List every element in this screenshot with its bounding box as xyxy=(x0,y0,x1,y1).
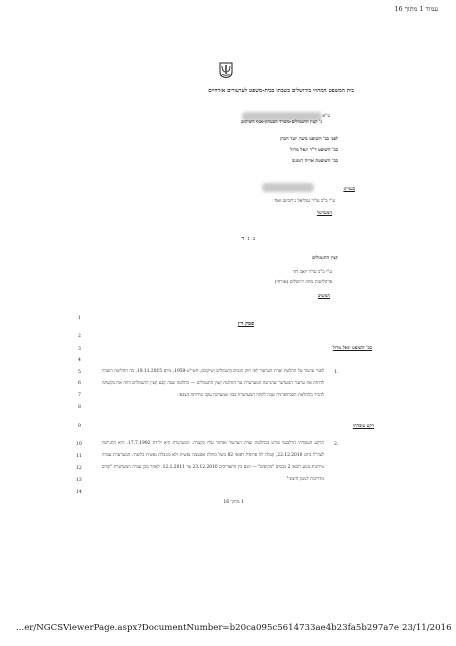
judgment-title: פסק דין xyxy=(237,321,254,327)
state-emblem-icon xyxy=(219,62,233,78)
line-number: 1 xyxy=(78,316,81,321)
line-number: 7 xyxy=(78,393,81,398)
case-opposing-party: נ' קצין התגמולים-משרד הבטחון-אגף השיקום xyxy=(240,120,322,125)
judge-line-3: כב' השופטת אריה רומנוב xyxy=(292,159,338,164)
line-number: 5 xyxy=(78,370,81,375)
paragraph-number: 1. xyxy=(334,370,339,375)
line-number: 8 xyxy=(78,405,81,410)
respondent-role: המשיב xyxy=(317,294,330,299)
line-number: 3 xyxy=(78,347,81,352)
line-number: 12 xyxy=(76,466,82,471)
paragraph-1: לפניי ערעור על החלטת ועדת הערעור לפי חוק הנכים (תגמולים ושיקום), תשי"ט-1959, מיום 19.11.2015, בה החליטה הועדה לדחות את ערעור המערער שהגישה המערערת נגד החלטת קצין התגמולים — החלטה שבה קבע קצין התגמולים דחה את בקשתה להכיר בהחלטת הסכיזופרניה שבה לקתה המערערת כבה שמערבה עקב שירותה הצבאי. xyxy=(102,369,324,398)
versus: נ ג ד xyxy=(241,236,256,242)
judge-line-2: כב' השופט ד"ר יגאל מרזל xyxy=(290,148,338,153)
appellant-label: בעניין: xyxy=(343,187,355,192)
court-name: בית המשפט המחוזי בירושלים בשבתו כבית-משפט לערעורים אזרחיים xyxy=(208,88,354,94)
line-number: 9 xyxy=(78,424,81,429)
case-title: ע"א xyxy=(322,114,330,119)
respondent-counsel: ע"י ב"כ עו"ד יואב דוד xyxy=(292,270,332,275)
appellant-counsel: ע"י ב"כ עו"ד גמליאל ג'רוביגב ואח' xyxy=(273,199,335,204)
line-number: 11 xyxy=(76,454,82,459)
page-number: 1 מתוך 16 xyxy=(223,500,244,505)
line-number: 2 xyxy=(78,334,81,339)
line-number: 14 xyxy=(76,490,82,495)
line-number: 10 xyxy=(76,442,82,447)
paragraph-number: 2. xyxy=(334,442,339,447)
line-number: 4 xyxy=(78,358,81,363)
section-heading: רקע עובדתי xyxy=(352,424,374,429)
judge-heading: כב' השופט יגאל מרזל xyxy=(332,346,372,351)
paragraph-2: הרקע העובדתי הרלבנטי פורט בהחלטת ועדת הערעור ואחזור עליו בקצרה. המערערת היא ילידת 17.7.1992. היא התגייסה לצה"ל ביום 22.12.2010, קבלה לה פרופיל רפואי 82 בשל מחלת אסטמה נפשית ולא מוגבלת נפשית כלשהי. המערערת עברה טירונות מנוע רובאי 2 בבסיס "מקיפים" — ושם בין התאריכים 23.12.2010 עד 12.1.2011. לאחר מכן עברה המערערת "קורס מדריכות לנשק חיצוני" xyxy=(102,441,324,482)
page-counter: עמוד 1 מתוך 16 xyxy=(394,5,438,13)
footer-url: ...er/NGCSViewerPage.aspx?DocumentNumber=b20ca095c5614733ae4b23fa5b297a7e xyxy=(16,623,399,633)
line-number: 6 xyxy=(78,381,81,386)
redacted-appellant-name xyxy=(262,183,314,192)
appellant-role: המערער xyxy=(316,211,332,216)
judge-line-1: לפני כב' השופט משה יועד הכהן xyxy=(279,137,338,142)
footer-date: 23/11/2016 xyxy=(402,623,452,633)
respondent-office: פרקליטות מחוז ירושלים (אזרחי) xyxy=(274,280,332,285)
line-number: 13 xyxy=(76,478,82,483)
respondent-name: קצין התגמולים xyxy=(312,256,338,261)
